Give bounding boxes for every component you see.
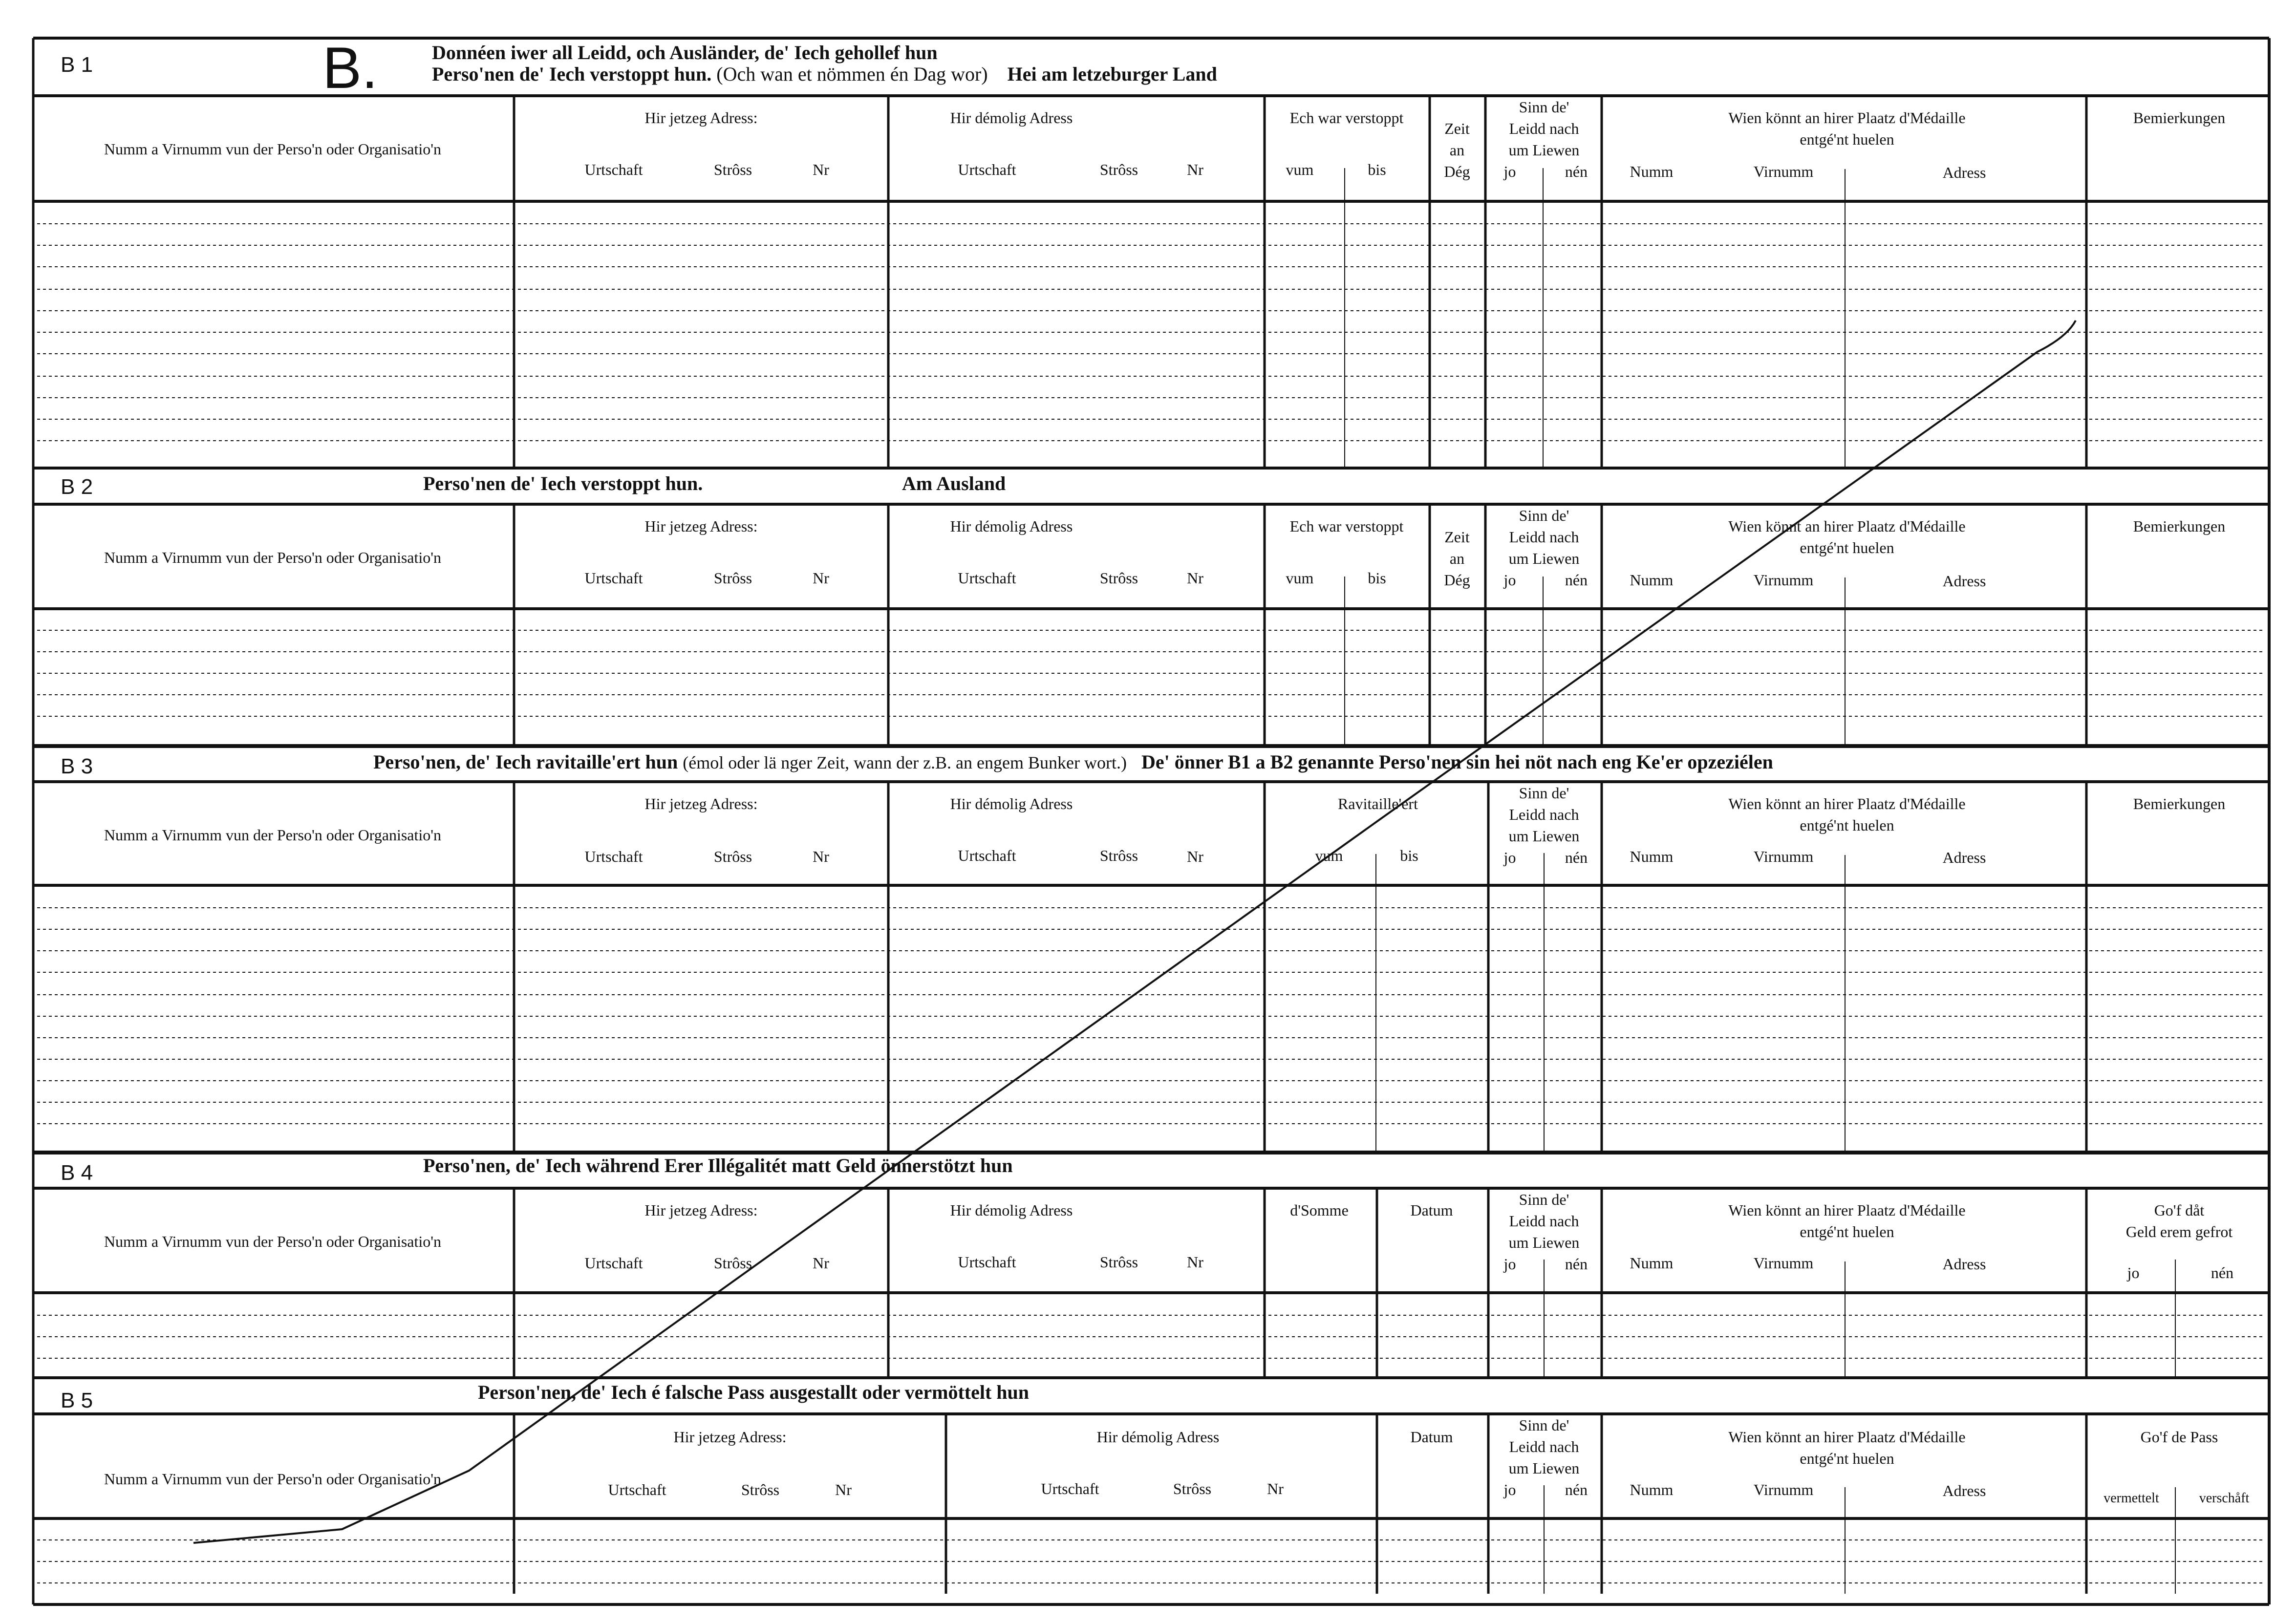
- header-stross: Strôss: [741, 1481, 780, 1498]
- header-nr: Nr: [1267, 1480, 1284, 1497]
- section-title-b3: [373, 750, 1773, 773]
- section-code-b2: B 2: [61, 475, 93, 499]
- title-part: De' önner B1 a B2 genannte Perso'nen sin hei nöt nach eng Ke'er opzeziélen: [1141, 751, 1773, 773]
- header-current_address: Hir jetzeg Adress:: [644, 517, 758, 535]
- header-medal2: entgé'nt huelen: [1800, 130, 1894, 148]
- header-nr: Nr: [835, 1481, 852, 1498]
- header-name: Numm a Virnumm vun der Perso'n oder Organisatio'n: [104, 140, 442, 158]
- header-urtschaft: Urtschaft: [958, 569, 1016, 587]
- header-somme: d'Somme: [1290, 1201, 1349, 1219]
- header-nen: nén: [1565, 1255, 1588, 1273]
- header-medal2: entgé'nt huelen: [1800, 1450, 1894, 1467]
- section-title-b1-line1: Donnéen iwer all Leidd, och Ausländer, de' Iech gehollef hun: [432, 42, 938, 64]
- header-bis: bis: [1368, 161, 1386, 178]
- header-vum: vum: [1286, 161, 1314, 178]
- header-numm: Numm: [1630, 848, 1674, 865]
- header-sinn3: um Liewen: [1508, 1234, 1580, 1251]
- header-verschaft: verschåft: [2199, 1491, 2250, 1506]
- header-stross: Strôss: [1099, 1253, 1138, 1271]
- header-nr: Nr: [1187, 569, 1203, 587]
- header-nr: Nr: [1187, 1253, 1203, 1271]
- header-jo: jo: [1503, 1255, 1516, 1273]
- section-title-b5: Person'nen, de' Iech é falsche Pass ausgestallt oder vermöttelt hun: [478, 1381, 1030, 1403]
- section-title-b4: Perso'nen, de' Iech während Erer Illégalitét matt Geld önnerstötzt hun: [423, 1154, 1013, 1176]
- header-an: an: [1449, 550, 1465, 567]
- header-name: Numm a Virnumm vun der Perso'n oder Organisatio'n: [104, 826, 442, 844]
- header-nr: Nr: [1187, 161, 1203, 178]
- header-bis: bis: [1368, 569, 1386, 587]
- header-geld2: Geld erem gefrot: [2125, 1223, 2233, 1240]
- header-urtschaft: Urtschaft: [608, 1481, 666, 1498]
- header-jo: jo: [1503, 1481, 1516, 1498]
- header-sinn2: Leidd nach: [1509, 120, 1579, 137]
- header-stross: Strôss: [713, 569, 752, 587]
- header-former_address: Hir démolig Adress: [950, 1201, 1073, 1219]
- header-nen: nén: [1565, 163, 1588, 180]
- header-remarks: Bemierkungen: [2133, 795, 2226, 812]
- title-part: Perso'nen, de' Iech ravitaille'ert hun: [373, 751, 678, 773]
- header-nr: Nr: [813, 161, 829, 178]
- header-urtschaft: Urtschaft: [584, 161, 643, 178]
- header-adress: Adress: [1942, 1482, 1986, 1499]
- section-title-b2-right: Am Ausland: [902, 472, 1006, 494]
- header-medal1: Wien könnt an hirer Plaatz d'Médaille: [1728, 517, 1966, 535]
- header-former_address: Hir démolig Adress: [1096, 1428, 1220, 1446]
- header-nen: nén: [1565, 1481, 1588, 1498]
- header-nr: Nr: [813, 848, 829, 865]
- header-sinn2: Leidd nach: [1509, 1438, 1579, 1455]
- header-nr: Nr: [813, 569, 829, 587]
- header-sinn3: um Liewen: [1508, 141, 1580, 159]
- header-sinn1: Sinn de': [1519, 1416, 1569, 1434]
- header-sinn3: um Liewen: [1508, 1459, 1580, 1477]
- header-sinn1: Sinn de': [1519, 784, 1569, 802]
- section-code-b3: B 3: [61, 754, 93, 778]
- header-adress: Adress: [1942, 849, 1986, 866]
- header-nr: Nr: [813, 1254, 829, 1272]
- header-former_address: Hir démolig Adress: [950, 517, 1073, 535]
- header-virnumm: Virnumm: [1753, 1481, 1814, 1498]
- header-deg: Dég: [1444, 571, 1470, 589]
- header-stross: Strôss: [713, 1254, 752, 1272]
- title-part: Hei am letzeburger Land: [1007, 63, 1217, 85]
- header-hidden: Ech war verstoppt: [1289, 109, 1404, 127]
- header-medal2: entgé'nt huelen: [1800, 816, 1894, 834]
- header-stross: Strôss: [1173, 1480, 1212, 1497]
- header-numm: Numm: [1630, 163, 1674, 180]
- header-urtschaft: Urtschaft: [958, 847, 1016, 864]
- header-ravitailleert: Ravitaille'ert: [1338, 795, 1418, 812]
- header-nen: nén: [2211, 1264, 2234, 1282]
- header-hidden: Ech war verstoppt: [1289, 517, 1404, 535]
- title-part: (émol oder lä nger Zeit, wann der z.B. an engem Bunker wort.): [683, 753, 1127, 772]
- header-bis: bis: [1400, 847, 1418, 864]
- section-title-b2: Perso'nen de' Iech verstoppt hun.: [423, 472, 703, 494]
- header-current_address: Hir jetzeg Adress:: [673, 1428, 787, 1446]
- section-title-b1-line2: [432, 63, 1217, 85]
- section-code-b4: B 4: [61, 1161, 93, 1185]
- header-vermettelt: vermettelt: [2103, 1491, 2159, 1506]
- header-virnumm: Virnumm: [1753, 571, 1814, 589]
- header-stross: Strôss: [1099, 161, 1138, 178]
- header-adress: Adress: [1942, 572, 1986, 590]
- header-medal1: Wien könnt an hirer Plaatz d'Médaille: [1728, 1201, 1966, 1219]
- section-code-b1: B 1: [61, 53, 93, 77]
- header-sinn3: um Liewen: [1508, 550, 1580, 567]
- header-urtschaft: Urtschaft: [584, 848, 643, 865]
- header-virnumm: Virnumm: [1753, 1254, 1814, 1272]
- header-urtschaft: Urtschaft: [958, 161, 1016, 178]
- header-sinn2: Leidd nach: [1509, 1212, 1579, 1230]
- header-urtschaft: Urtschaft: [958, 1253, 1016, 1271]
- header-an: an: [1449, 141, 1465, 159]
- header-medal2: entgé'nt huelen: [1800, 539, 1894, 556]
- header-deg: Dég: [1444, 163, 1470, 180]
- header-zeit: Zeit: [1444, 120, 1470, 137]
- header-nen: nén: [1565, 849, 1588, 866]
- section-code-b5: B 5: [61, 1389, 93, 1412]
- header-pass: Go'f de Pass: [2140, 1428, 2218, 1446]
- header-sinn2: Leidd nach: [1509, 806, 1579, 823]
- header-sinn1: Sinn de': [1519, 98, 1569, 116]
- title-part: (Och wan et nömmen én Dag wor): [716, 63, 988, 85]
- header-medal1: Wien könnt an hirer Plaatz d'Médaille: [1728, 1428, 1966, 1446]
- header-sinn1: Sinn de': [1519, 1191, 1569, 1208]
- header-datum: Datum: [1410, 1201, 1453, 1219]
- header-urtschaft: Urtschaft: [584, 1254, 643, 1272]
- header-vum: vum: [1286, 569, 1314, 587]
- header-stross: Strôss: [1099, 569, 1138, 587]
- header-current_address: Hir jetzeg Adress:: [644, 1201, 758, 1219]
- header-former_address: Hir démolig Adress: [950, 795, 1073, 812]
- header-zeit: Zeit: [1444, 528, 1470, 546]
- header-medal1: Wien könnt an hirer Plaatz d'Médaille: [1728, 109, 1966, 127]
- header-urtschaft: Urtschaft: [1041, 1480, 1099, 1497]
- header-stross: Strôss: [713, 161, 752, 178]
- header-former_address: Hir démolig Adress: [950, 109, 1073, 127]
- header-sinn3: um Liewen: [1508, 827, 1580, 845]
- header-current_address: Hir jetzeg Adress:: [644, 795, 758, 812]
- header-virnumm: Virnumm: [1753, 848, 1814, 865]
- header-datum: Datum: [1410, 1428, 1453, 1446]
- header-numm: Numm: [1630, 1254, 1674, 1272]
- header-name: Numm a Virnumm vun der Perso'n oder Organisatio'n: [104, 1470, 442, 1488]
- header-geld1: Go'f dåt: [2154, 1201, 2205, 1219]
- header-remarks: Bemierkungen: [2133, 109, 2226, 127]
- header-vum: vum: [1315, 847, 1343, 864]
- header-adress: Adress: [1942, 1255, 1986, 1273]
- title-part: Perso'nen de' Iech verstoppt hun.: [432, 63, 712, 85]
- header-jo: jo: [1503, 571, 1516, 589]
- header-jo: jo: [2127, 1264, 2140, 1282]
- header-sinn2: Leidd nach: [1509, 528, 1579, 546]
- header-name: Numm a Virnumm vun der Perso'n oder Organisatio'n: [104, 549, 442, 566]
- header-urtschaft: Urtschaft: [584, 569, 643, 587]
- header-numm: Numm: [1630, 571, 1674, 589]
- header-medal2: entgé'nt huelen: [1800, 1223, 1894, 1240]
- header-virnumm: Virnumm: [1753, 163, 1814, 180]
- header-stross: Strôss: [713, 848, 752, 865]
- header-adress: Adress: [1942, 164, 1986, 181]
- header-medal1: Wien könnt an hirer Plaatz d'Médaille: [1728, 795, 1966, 812]
- header-name: Numm a Virnumm vun der Perso'n oder Organisatio'n: [104, 1233, 442, 1250]
- header-current_address: Hir jetzeg Adress:: [644, 109, 758, 127]
- header-jo: jo: [1503, 163, 1516, 180]
- header-nen: nén: [1565, 571, 1588, 589]
- header-nr: Nr: [1187, 848, 1203, 865]
- section-letter: B.: [322, 35, 378, 101]
- header-stross: Strôss: [1099, 847, 1138, 864]
- header-remarks: Bemierkungen: [2133, 517, 2226, 535]
- header-numm: Numm: [1630, 1481, 1674, 1498]
- header-sinn1: Sinn de': [1519, 507, 1569, 524]
- header-jo: jo: [1503, 849, 1516, 866]
